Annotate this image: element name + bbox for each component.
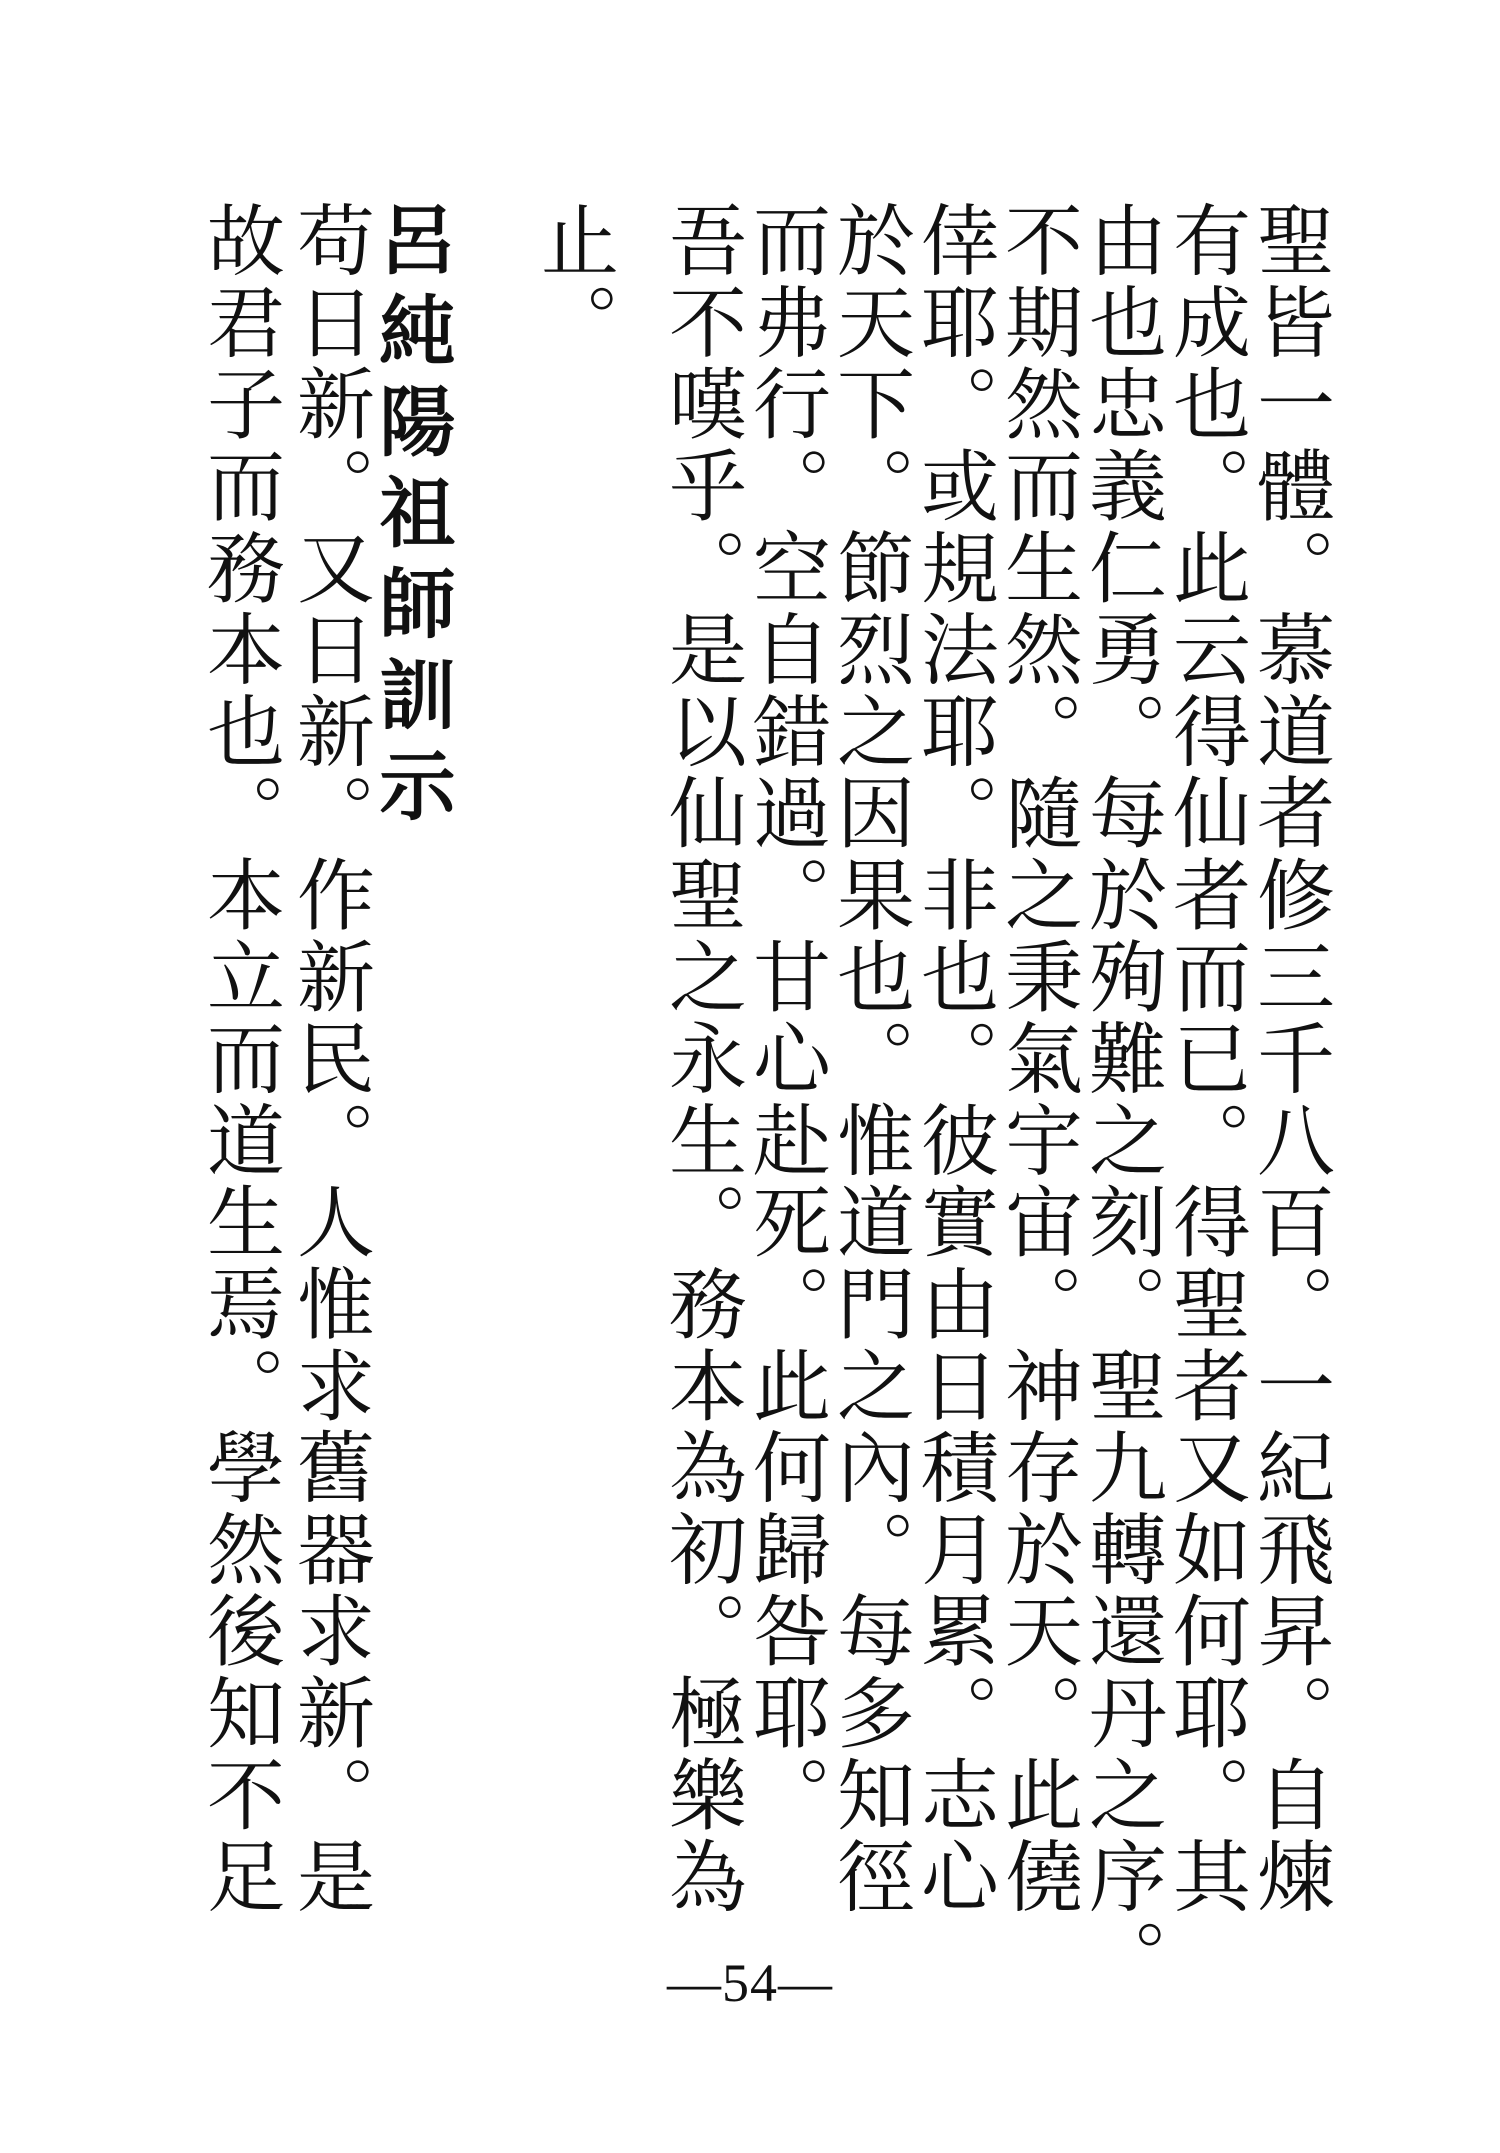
- text-column-3: 由也忠義仁勇。每於殉難之刻。聖九轉還丹之序。: [1076, 200, 1166, 2000]
- text-column-2: 有成也。此云得仙者而已。得聖者又如何耶。其: [1160, 200, 1250, 1918]
- text-column-8: 吾不嘆乎。是以仙聖之永生。務本為初。極樂為: [656, 200, 746, 1918]
- section-title: 呂純陽祖師訓示: [367, 200, 456, 837]
- text-column-10: 苟日新。又日新。作新民。人惟求舊器求新。是: [284, 200, 374, 1918]
- page-number: —54—: [667, 1953, 833, 2013]
- text-column-4: 不期然而生然。隨之秉氣宇宙。神存於天。此僥: [992, 200, 1082, 1918]
- text-column-1: 聖皆一體。慕道者修三千八百。一紀飛昇。自煉: [1244, 200, 1334, 1918]
- text-column-7: 而弗行。空自錯過。甘心赴死。此何歸咎耶。: [740, 200, 830, 1836]
- text-column-9: 止。: [528, 200, 618, 364]
- text-column-5: 倖耶。或規法耶。非也。彼實由日積月累。志心: [908, 200, 998, 1918]
- text-column-6: 於天下。節烈之因果也。惟道門之內。每多知徑: [824, 200, 914, 1918]
- text-column-11: 故君子而務本也。本立而道生焉。學然後知不足: [194, 200, 284, 1918]
